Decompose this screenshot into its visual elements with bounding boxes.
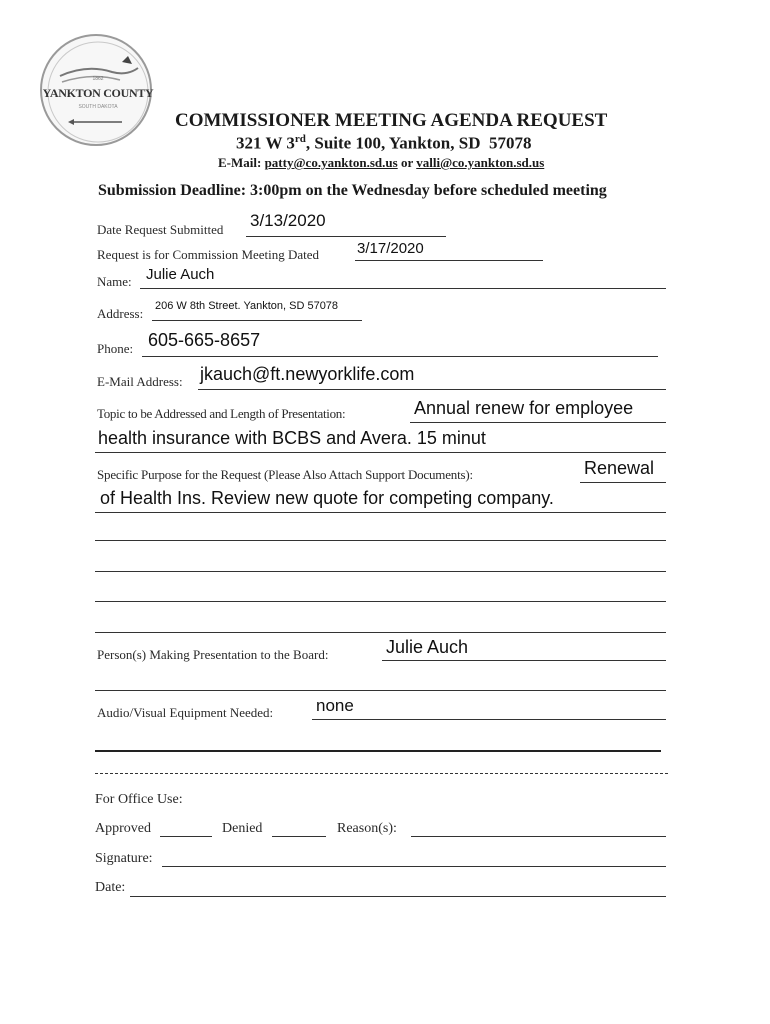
approved-line — [160, 836, 212, 837]
date-line — [130, 896, 666, 897]
purpose-line-2 — [95, 512, 666, 513]
topic-line-1 — [410, 422, 666, 423]
blank-line — [95, 571, 666, 572]
address-label: Address: — [97, 306, 144, 321]
submission-deadline: Submission Deadline: 3:00pm on the Wednesday before scheduled meeting — [98, 182, 607, 199]
email-label: E-Mail: — [218, 155, 262, 170]
denied-label: Denied — [222, 821, 263, 836]
form-title: COMMISSIONER MEETING AGENDA REQUEST — [175, 110, 608, 131]
av-equipment-line-2 — [95, 750, 661, 752]
phone-label: Phone: — [97, 341, 134, 356]
office-use-separator — [95, 773, 668, 774]
av-equipment-value[interactable]: none — [316, 696, 354, 715]
address-line — [152, 320, 362, 321]
seal-state: SOUTH DAKOTA — [78, 104, 118, 110]
email-or: or — [400, 155, 413, 170]
purpose-line-1 — [580, 482, 666, 483]
approved-label: Approved — [95, 821, 151, 836]
meeting-dated-line — [355, 260, 543, 261]
phone-line — [142, 356, 658, 357]
reasons-label: Reason(s): — [337, 821, 397, 836]
signature-line — [162, 866, 666, 867]
topic-label: Topic to be Addressed and Length of Presentation: — [97, 406, 346, 421]
presenter-line — [382, 660, 666, 661]
name-line — [140, 288, 666, 289]
seal-year: 1862 — [92, 76, 104, 82]
seal-county-name: YANKTON COUNTY — [42, 86, 154, 100]
topic-value-line-1[interactable]: Annual renew for employee — [414, 398, 634, 418]
purpose-label: Specific Purpose for the Request (Please Also Attach Support Documents): — [97, 467, 473, 482]
date-submitted-line — [246, 236, 446, 237]
name-value[interactable]: Julie Auch — [146, 266, 215, 283]
email-link-valli[interactable]: valli@co.yankton.sd.us — [416, 155, 545, 170]
purpose-value-line-1[interactable]: Renewal — [584, 458, 655, 478]
email-address-label: E-Mail Address: — [97, 374, 183, 389]
date-submitted-label: Date Request Submitted — [97, 222, 224, 237]
phone-value[interactable]: 605-665-8657 — [148, 330, 261, 350]
name-label: Name: — [97, 274, 132, 289]
presenter-line-2 — [95, 690, 666, 691]
purpose-value-line-2[interactable]: of Health Ins. Review new quote for competing company. — [100, 488, 554, 508]
office-use-heading: For Office Use: — [95, 792, 183, 807]
blank-line — [95, 540, 666, 541]
office-address: 321 W 3rd, Suite 100, Yankton, SD 57078 — [236, 133, 532, 153]
email-link-patty[interactable]: patty@co.yankton.sd.us — [264, 155, 398, 170]
yankton-county-seal — [40, 34, 152, 146]
email-address-value[interactable]: jkauch@ft.newyorklife.com — [200, 364, 415, 384]
topic-value-line-2[interactable]: health insurance with BCBS and Avera. 15 minut — [98, 428, 486, 448]
av-equipment-label: Audio/Visual Equipment Needed: — [97, 705, 274, 720]
meeting-dated-label: Request is for Commission Meeting Dated — [97, 247, 320, 262]
meeting-dated-value[interactable]: 3/17/2020 — [357, 240, 424, 257]
address-value[interactable]: 206 W 8th Street. Yankton, SD 57078 — [155, 300, 339, 312]
signature-label: Signature: — [95, 851, 153, 866]
blank-line — [95, 632, 666, 633]
presenter-value[interactable]: Julie Auch — [386, 637, 469, 657]
denied-line — [272, 836, 326, 837]
date-label: Date: — [95, 880, 126, 895]
blank-line — [95, 601, 666, 602]
topic-line-2 — [95, 452, 666, 453]
reasons-line — [411, 836, 666, 837]
av-equipment-line — [312, 719, 666, 720]
presenter-label: Person(s) Making Presentation to the Board: — [97, 647, 329, 662]
contact-emails — [218, 155, 544, 171]
email-address-line — [198, 389, 666, 390]
date-submitted-value[interactable]: 3/13/2020 — [250, 211, 326, 230]
